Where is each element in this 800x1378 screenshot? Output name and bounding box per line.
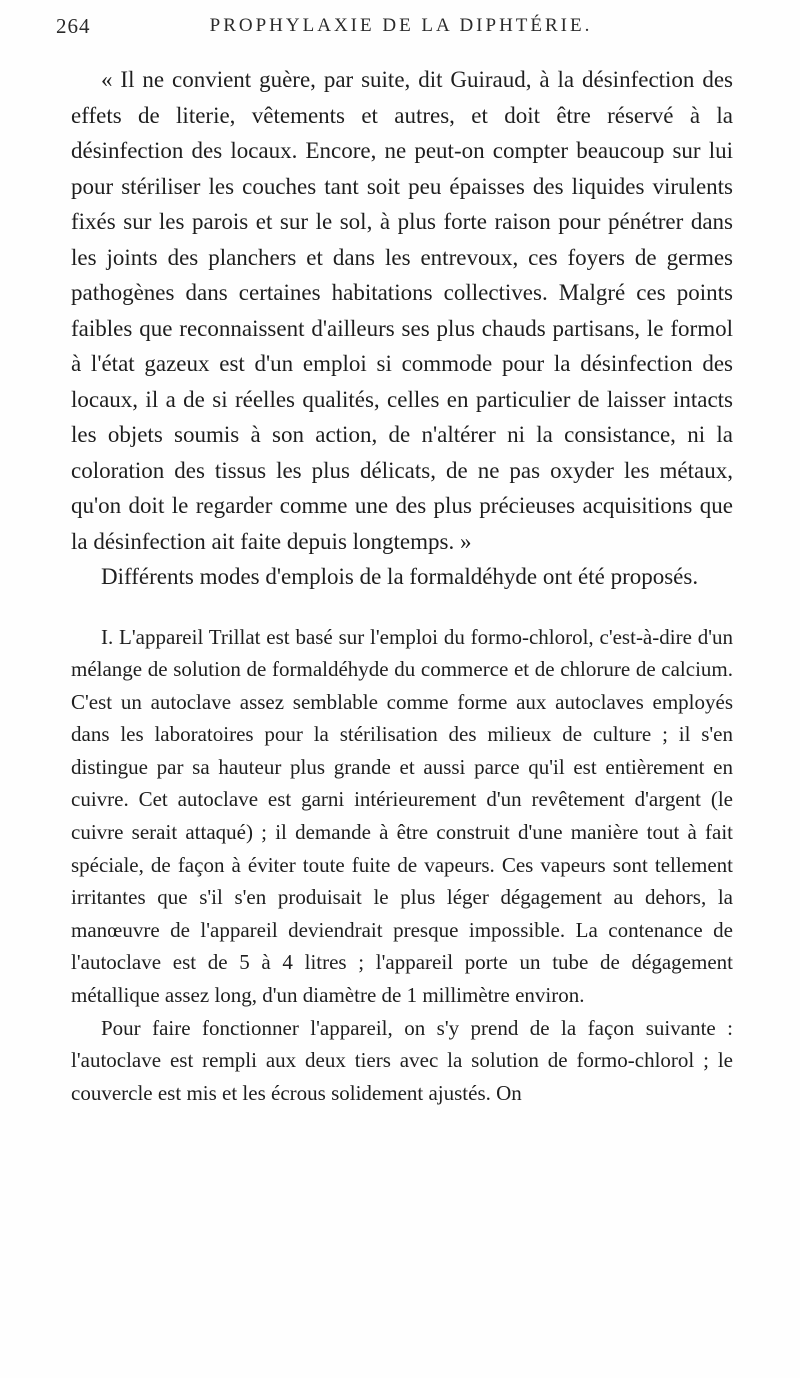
trillat-apparatus-paragraph: I. L'appareil Trillat est basé sur l'emploi du formo-chlorol, c'est-à-dire d'un mélange de solution de formaldéhyde du commerce et de chlorure de calcium. C'est un autoclave assez semblable comme forme aux autoclaves employés dans les laboratoires pour la stérilisation des milieux de culture ; il s'en distingue par sa hauteur plus grande et aussi parce qu'il est entièrement en cuivre. Cet autoclave est garni intérieurement d'un revêtement d'argent (le cuivre serait attaqué) ; il demande à être construit d'une manière tout à fait spéciale, de façon à éviter toute fuite de vapeurs. Ces vapeurs sont tellement irritantes que s'il s'en produisait le plus léger dégagement au dehors, la manœuvre de l'appareil deviendrait presque impossible. La contenance de l'autoclave est de 5 à 4 litres ; l'appareil porte un tube de dégagement métallique assez long, d'un diamètre de 1 millimètre environ. — [71, 624, 733, 1008]
page-number: 264 — [56, 14, 91, 38]
running-title: PROPHYLAXIE DE LA DIPHTÉRIE. — [209, 15, 593, 36]
quote-paragraph: « Il ne convient guère, par suite, dit Guiraud, à la désinfection des effets de literie, vêtements et autres, et doit être réservé à la désinfection des locaux. Encore, ne peut-on compter beaucoup sur lui pour stériliser les couches tant soit peu épaisses des liquides virulents fixés sur les parois et sur le sol, à plus forte raison pour pénétrer dans les joints des planchers et dans les entrevoux, ces foyers de germes pathogènes dans certaines habitations collectives. Malgré ces points faibles que reconnaissent d'ailleurs ses plus chauds partisans, le formol à l'état gazeux est d'un emploi si commode pour la désinfection des locaux, il a de si réelles qualités, celles en particulier de laisser intacts les objets soumis à son action, de n'altérer ni la consistance, ni la coloration des tissus les plus délicats, de ne pas oxyder les métaux, qu'on doit le regarder comme une des plus précieuses acquisitions que la désinfection ait faite depuis longtemps. » — [71, 67, 733, 554]
modes-paragraph: Différents modes d'emplois de la formaldéhyde ont été proposés. — [101, 564, 699, 589]
operation-paragraph: Pour faire fonctionner l'appareil, on s'y prend de la façon suivante : l'autoclave est rempli aux deux tiers avec la solution de formo-chlorol ; le couvercle est mis et les écrous solidement ajustés. On — [71, 1015, 733, 1105]
running-head — [56, 14, 746, 44]
body-text — [71, 62, 733, 1109]
